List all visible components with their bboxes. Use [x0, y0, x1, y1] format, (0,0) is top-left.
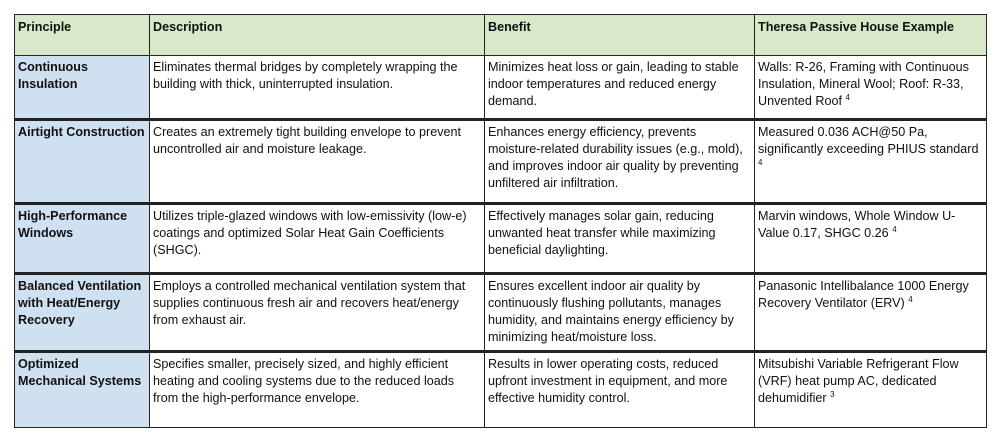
example-text: Mitsubishi Variable Refrigerant Flow (VRF) heat pump AC, dedicated dehumidifier — [758, 357, 959, 405]
citation-ref: 4 — [845, 92, 850, 102]
principle-cell: High-Performance Windows — [15, 204, 150, 274]
principle-cell: Optimized Mechanical Systems — [15, 352, 150, 428]
example-cell — [755, 274, 987, 352]
header-principle: Principle — [15, 15, 150, 56]
example-text: Panasonic Intellibalance 1000 Energy Recovery Ventilator (ERV) — [758, 279, 969, 310]
table-row — [15, 204, 987, 274]
description-cell: Creates an extremely tight building envelope to prevent uncontrolled air and moisture leakage. — [150, 120, 485, 204]
principle-cell: Airtight Construction — [15, 120, 150, 204]
description-cell: Eliminates thermal bridges by completely wrapping the building with thick, uninterrupted insulation. — [150, 56, 485, 120]
header-row — [15, 15, 987, 56]
example-text: Walls: R-26, Framing with Continuous Insulation, Mineral Wool; Roof: R-33, Unvented Roof — [758, 60, 969, 108]
example-cell — [755, 352, 987, 428]
example-cell — [755, 204, 987, 274]
example-text: Measured 0.036 ACH@50 Pa, significantly exceeding PHIUS standard — [758, 125, 979, 156]
benefit-cell: Ensures excellent indoor air quality by continuously flushing pollutants, manages humidity, and maintains energy efficiency by minimizing heat/moisture loss. — [485, 274, 755, 352]
example-text: Marvin windows, Whole Window U-Value 0.17, SHGC 0.26 — [758, 209, 956, 240]
benefit-cell: Enhances energy efficiency, prevents moisture-related durability issues (e.g., mold), and improves indoor air quality by preventing unfiltered air infiltration. — [485, 120, 755, 204]
table-row — [15, 352, 987, 428]
example-cell — [755, 56, 987, 120]
description-cell: Employs a controlled mechanical ventilation system that supplies continuous fresh air and recovers heat/energy from exhaust air. — [150, 274, 485, 352]
example-cell — [755, 120, 987, 204]
citation-ref: 4 — [908, 294, 913, 304]
description-cell: Specifies smaller, precisely sized, and highly efficient heating and cooling systems due to the reduced loads from the high-performance envelope. — [150, 352, 485, 428]
benefit-cell: Minimizes heat loss or gain, leading to stable indoor temperatures and reduced energy demand. — [485, 56, 755, 120]
passive-house-principles-table — [14, 14, 987, 428]
header-description: Description — [150, 15, 485, 56]
table-row — [15, 56, 987, 120]
table-row — [15, 120, 987, 204]
principle-cell: Balanced Ventilation with Heat/Energy Recovery — [15, 274, 150, 352]
benefit-cell: Results in lower operating costs, reduced upfront investment in equipment, and more effective humidity control. — [485, 352, 755, 428]
table-row — [15, 274, 987, 352]
header-benefit: Benefit — [485, 15, 755, 56]
header-example: Theresa Passive House Example — [755, 15, 987, 56]
citation-ref: 3 — [830, 389, 835, 399]
citation-ref: 4 — [758, 157, 763, 167]
description-cell: Utilizes triple-glazed windows with low-emissivity (low-e) coatings and optimized Solar Heat Gain Coefficients (SHGC). — [150, 204, 485, 274]
principle-cell: Continuous Insulation — [15, 56, 150, 120]
benefit-cell: Effectively manages solar gain, reducing unwanted heat transfer while maximizing beneficial daylighting. — [485, 204, 755, 274]
citation-ref: 4 — [892, 224, 897, 234]
